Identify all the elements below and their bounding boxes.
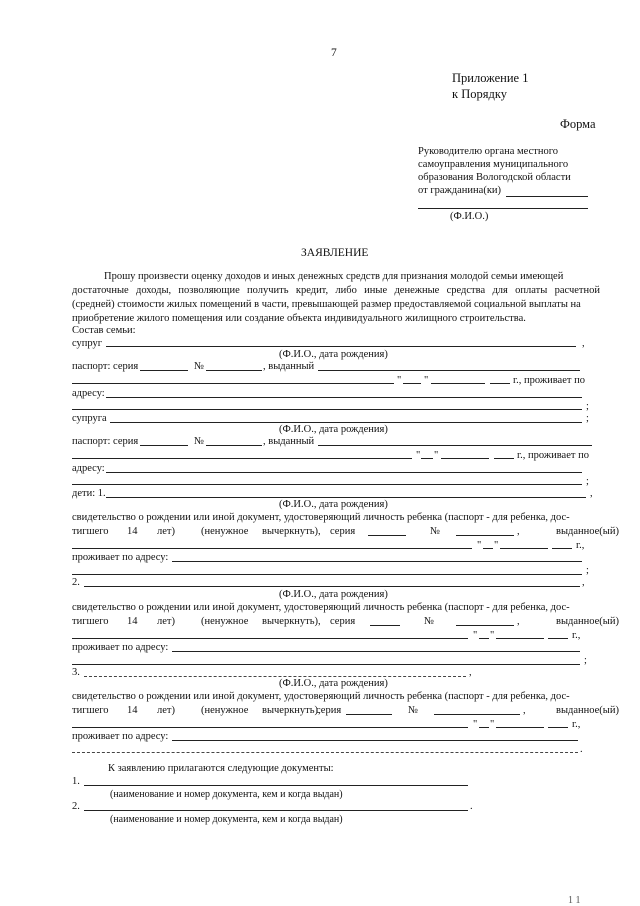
birth-cert-word: тигшего — [72, 705, 109, 716]
birth-cert-word: серия — [330, 616, 356, 627]
birth-cert-word: лет) — [157, 616, 175, 627]
document-title: ЗАЯВЛЕНИЕ — [301, 247, 369, 259]
year-lives-label: г., проживает по — [517, 450, 589, 461]
issued-by-field-2 — [72, 458, 412, 459]
birth-cert-word: 14 — [127, 616, 138, 627]
passport-number-field — [206, 370, 262, 371]
birth-cert-word: лет) — [157, 526, 175, 537]
issued-by-field — [318, 370, 580, 371]
birth-cert-word: тигшего — [72, 526, 109, 537]
issued-by-field — [318, 445, 592, 446]
child-3-label: 3. — [72, 667, 80, 678]
family-composition-label: Состав семьи: — [72, 325, 136, 336]
month-field — [496, 727, 544, 728]
address-field — [106, 397, 582, 398]
day-field — [403, 383, 421, 384]
birth-cert-word: тигшего — [72, 616, 109, 627]
child-3-field — [84, 676, 466, 677]
attachment-1-caption: (наименование и номер документа, кем и когда выдан) — [110, 789, 343, 800]
number-sign: № — [430, 526, 441, 537]
addressee-line-3: образования Вологодской области — [418, 172, 571, 183]
child-address-field-2 — [72, 574, 582, 575]
year-short-label: г., — [572, 630, 581, 641]
intro-line-1: Прошу произвести оценку доходов и иных денежных средств для признания молодой семьи имеющей — [104, 271, 564, 282]
birth-cert-word: (ненужное — [201, 526, 249, 537]
attachment-2-number: 2. — [72, 801, 80, 812]
passport-series-label: паспорт: серия — [72, 361, 139, 372]
child-2-field — [84, 586, 580, 587]
year-field — [552, 548, 572, 549]
addressee-line-1: Руководителю органа местного — [418, 146, 559, 157]
cert-issued-field — [72, 727, 468, 728]
intro-line-2: достаточные доходы, позволяющие получить кредит, либо иные денежные средства для оплаты расчетной — [72, 285, 600, 296]
addressee-from: от гражданина(ки) — [418, 185, 502, 196]
birth-cert-line-1: свидетельство о рождении или иной документ, удостоверяющий личность ребенка (паспорт - для ребенка, дос- — [72, 691, 570, 702]
cert-series-field — [370, 625, 400, 626]
corner-mark: 1 1 — [568, 895, 581, 906]
quote-open: " — [473, 719, 478, 730]
attachment-2-field — [84, 810, 468, 811]
quote-open: " — [397, 375, 402, 386]
appendix-title: Приложение 1 — [452, 71, 529, 85]
birth-cert-word: вычеркнуть), — [262, 705, 321, 716]
cert-series-field — [368, 535, 406, 536]
birth-cert-word: (ненужное — [201, 616, 249, 627]
year-field — [548, 638, 568, 639]
cert-issued-field — [72, 548, 472, 549]
passport-series-field — [140, 445, 188, 446]
form-label: Форма — [560, 117, 596, 131]
child-address-field — [172, 651, 580, 652]
birth-cert-word: вычеркнуть), — [262, 616, 321, 627]
number-sign: № — [194, 361, 205, 372]
month-field — [496, 638, 544, 639]
addressee-name-field-2 — [418, 208, 588, 209]
appendix-subtitle: к Порядку — [452, 87, 507, 101]
day-field — [421, 458, 433, 459]
child-2-label: 2. — [72, 577, 80, 588]
semicolon: ; — [586, 565, 589, 576]
child-address-field-2 — [72, 752, 578, 753]
address-label: адресу: — [72, 388, 105, 399]
spouse-f-label: супруга — [72, 413, 107, 424]
addressee-fio-caption: (Ф.И.О.) — [450, 211, 489, 222]
comma: , — [582, 577, 585, 588]
child-1-field — [106, 497, 586, 498]
attachment-2-caption: (наименование и номер документа, кем и когда выдан) — [110, 814, 343, 825]
quote-open: " — [477, 540, 482, 551]
attachments-intro: К заявлению прилагаются следующие документы: — [108, 763, 334, 774]
cert-issued-field — [72, 638, 468, 639]
lives-at-label: проживает по адресу: — [72, 731, 169, 742]
comma: , — [469, 667, 472, 678]
quote-open: " — [416, 450, 421, 461]
addressee-line-2: самоуправления муниципального — [418, 159, 569, 170]
month-field — [441, 458, 489, 459]
number-sign: № — [194, 436, 205, 447]
page-number: 7 — [331, 47, 337, 59]
attachment-1-number: 1. — [72, 776, 80, 787]
issued-female-label: выданное(ый) — [556, 705, 619, 716]
month-field — [500, 548, 548, 549]
cert-number-field — [434, 714, 520, 715]
comma: , — [590, 488, 593, 499]
child-1-caption: (Ф.И.О., дата рождения) — [279, 499, 388, 510]
semicolon: ; — [586, 413, 589, 424]
intro-line-4: приобретение жилого помещения или создание объекта индивидуального жилищного строительства. — [72, 313, 526, 324]
intro-line-3: (средней) стоимости жилых помещений в части, превышающей размер предоставляемой социальной выплаты на — [72, 299, 581, 310]
birth-cert-line-1: свидетельство о рождении или иной документ, удостоверяющий личность ребенка (паспорт - для ребенка, дос- — [72, 512, 570, 523]
birth-cert-word: лет) — [157, 705, 175, 716]
year-short-label: г., — [572, 719, 581, 730]
child-address-field — [172, 561, 582, 562]
year-field — [490, 383, 510, 384]
quote-close: " — [490, 630, 495, 641]
birth-cert-word: 14 — [127, 526, 138, 537]
day-field — [479, 638, 489, 639]
cert-series-field — [346, 714, 392, 715]
spouse-m-field — [106, 346, 576, 347]
lives-at-label: проживает по адресу: — [72, 642, 169, 653]
birth-cert-word: серия — [330, 526, 356, 537]
number-sign: № — [408, 705, 419, 716]
issued-by-label: , выданный — [263, 436, 315, 447]
children-label: дети: 1. — [72, 488, 106, 499]
address-field-2 — [72, 409, 582, 410]
birth-cert-word: 14 — [127, 705, 138, 716]
semicolon: ; — [586, 476, 589, 487]
day-field — [483, 548, 493, 549]
month-field — [431, 383, 485, 384]
birth-cert-word: серия — [316, 705, 342, 716]
birth-cert-word: (ненужное — [201, 705, 249, 716]
lives-at-label: проживает по адресу: — [72, 552, 169, 563]
spouse-f-caption: (Ф.И.О., дата рождения) — [279, 424, 388, 435]
address-field — [106, 472, 582, 473]
passport-number-field — [206, 445, 262, 446]
cert-number-field — [456, 625, 514, 626]
semicolon: ; — [584, 655, 587, 666]
year-field — [548, 727, 568, 728]
passport-series-field — [140, 370, 188, 371]
comma: , — [517, 526, 520, 537]
day-field — [479, 727, 489, 728]
year-field — [494, 458, 514, 459]
child-3-caption: (Ф.И.О., дата рождения) — [279, 678, 388, 689]
spouse-f-field — [110, 422, 582, 423]
child-address-field-2 — [72, 664, 580, 665]
quote-open: " — [473, 630, 478, 641]
year-lives-label: г., проживает по — [513, 375, 585, 386]
spouse-m-label: супруг — [72, 338, 103, 349]
issued-female-label: выданное(ый) — [556, 616, 619, 627]
child-address-field — [172, 740, 578, 741]
addressee-name-field — [506, 196, 588, 197]
comma: , — [582, 338, 585, 349]
quote-close: " — [494, 540, 499, 551]
period: . — [470, 801, 473, 812]
attachment-1-field — [84, 785, 468, 786]
address-field-2 — [72, 484, 582, 485]
child-2-caption: (Ф.И.О., дата рождения) — [279, 589, 388, 600]
period: . — [580, 744, 583, 755]
year-short-label: г., — [576, 540, 585, 551]
quote-close: " — [434, 450, 439, 461]
number-sign: № — [424, 616, 435, 627]
comma: , — [517, 616, 520, 627]
spouse-m-caption: (Ф.И.О., дата рождения) — [279, 349, 388, 360]
address-label: адресу: — [72, 463, 105, 474]
quote-close: " — [490, 719, 495, 730]
issued-female-label: выданное(ый) — [556, 526, 619, 537]
issued-by-label: , выданный — [263, 361, 315, 372]
issued-by-field-2 — [72, 383, 394, 384]
comma: , — [523, 705, 526, 716]
birth-cert-word: вычеркнуть), — [262, 526, 321, 537]
quote-close: " — [424, 375, 429, 386]
semicolon: ; — [586, 401, 589, 412]
passport-series-label: паспорт: серия — [72, 436, 139, 447]
birth-cert-line-1: свидетельство о рождении или иной документ, удостоверяющий личность ребенка (паспорт - для ребенка, дос- — [72, 602, 570, 613]
cert-number-field — [456, 535, 514, 536]
